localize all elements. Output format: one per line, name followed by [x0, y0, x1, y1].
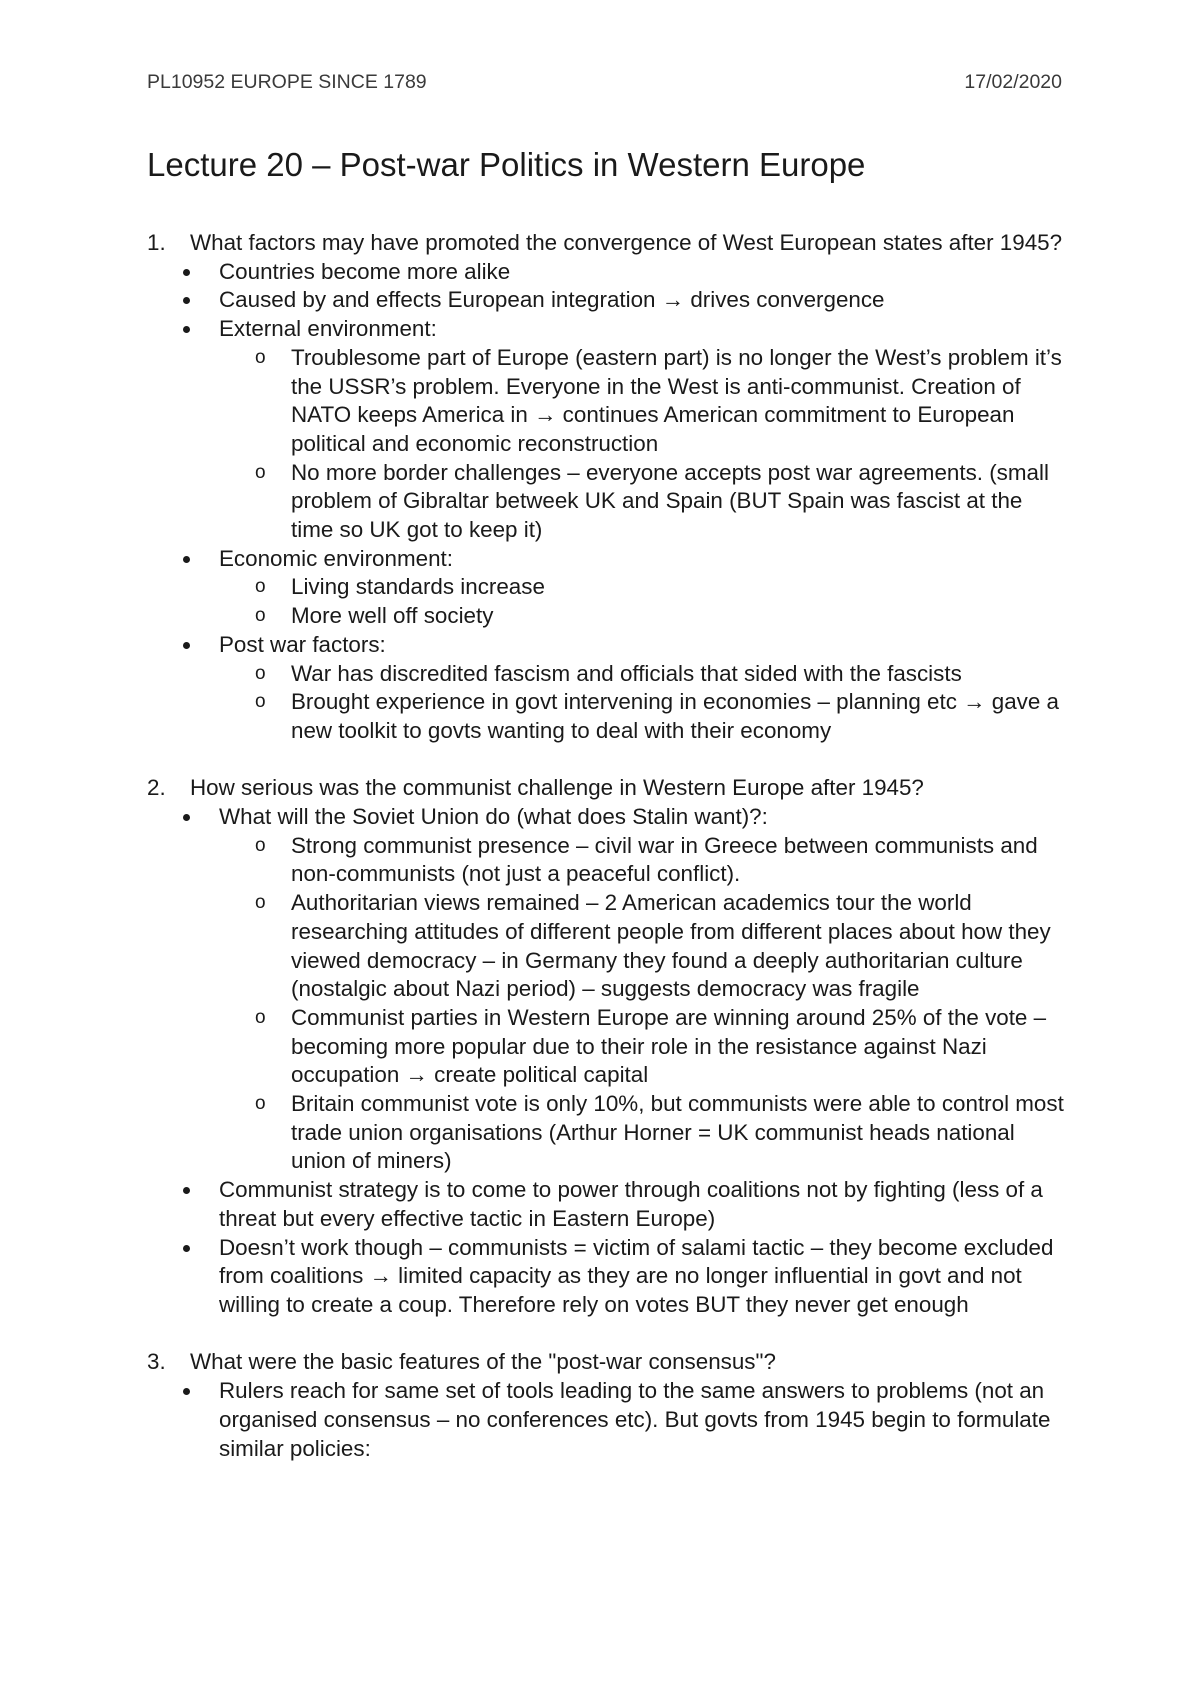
question-text: How serious was the communist challenge in Western Europe after 1945? [190, 775, 924, 801]
bullet-item [147, 631, 1067, 746]
sub-bullet-item [219, 1090, 1067, 1176]
bullet-text: External environment: [219, 316, 437, 342]
circle-bullet-icon: o [255, 691, 266, 713]
bullet-text: Economic environment: [219, 545, 453, 571]
sub-bullet-text: Britain communist vote is only 10%, but communists were able to control most trade union organisations (Arthur Horner = UK communist heads national union of miners) [291, 1091, 1064, 1174]
sub-bullet-list [219, 660, 1067, 746]
circle-bullet-icon: o [255, 1093, 266, 1115]
sub-bullet-text: No more border challenges – everyone accepts post war agreements. (small problem of Gibraltar betweek UK and Spain (BUT Spain was fascist at the time so UK got to keep it) [291, 459, 1049, 543]
sub-bullet-text: Strong communist presence – civil war in Greece between communists and non-communists (not just a peaceful conflict). [291, 832, 1038, 887]
question-number: 3. [147, 1349, 166, 1375]
sub-bullet-item [219, 660, 1067, 689]
circle-bullet-icon: o [255, 605, 266, 627]
sub-bullet-item [219, 832, 1067, 889]
circle-bullet-icon: o [255, 576, 266, 598]
lecture-title: Lecture 20 – Post-war Politics in Western Europe [147, 146, 866, 183]
circle-bullet-icon: o [255, 461, 266, 483]
question-section [147, 774, 1067, 1319]
bullet-text: Caused by and effects European integration → drives convergence [219, 287, 885, 313]
question-section [147, 229, 1067, 746]
bullet-dot-icon [183, 814, 190, 821]
sub-bullet-list [219, 573, 1067, 630]
circle-bullet-icon: o [255, 662, 266, 684]
bullet-list [147, 803, 1067, 1320]
bullet-item [147, 286, 1067, 315]
course-code: PL10952 EUROPE SINCE 1789 [147, 71, 427, 93]
question-number: 1. [147, 230, 166, 255]
bullet-item [147, 1377, 1067, 1463]
bullet-dot-icon [183, 297, 190, 304]
bullet-dot-icon [183, 556, 190, 563]
sub-bullet-item [219, 602, 1067, 631]
circle-bullet-icon: o [255, 834, 266, 856]
bullet-dot-icon [183, 1388, 190, 1395]
bullet-item [147, 1234, 1067, 1320]
section-gap [147, 1320, 1067, 1349]
sub-bullet-text: Living standards increase [291, 574, 545, 600]
sub-bullet-item [219, 688, 1067, 745]
sub-bullet-list [219, 344, 1067, 545]
bullet-dot-icon [183, 642, 190, 649]
sub-bullet-item [219, 889, 1067, 1004]
bullet-list [147, 258, 1067, 746]
sub-bullet-text: War has discredited fascism and officials that sided with the fascists [291, 660, 962, 686]
bullet-text: Communist strategy is to come to power through coalitions not by fighting (less of a threat but every effective tactic in Eastern Europe) [219, 1177, 1043, 1231]
sub-bullet-text: Troublesome part of Europe (eastern part) is no longer the West’s problem it’s the USSR’s problem. Everyone in the West is anti-communist. Creation of NATO keeps America in → continues American commitment to European political and economic reconstruction [291, 344, 1062, 456]
circle-bullet-icon: o [255, 892, 266, 914]
notes-body [147, 229, 1067, 1463]
bullet-text: Post war factors: [219, 631, 386, 657]
circle-bullet-icon: o [255, 1006, 266, 1028]
sub-bullet-item [219, 573, 1067, 602]
bullet-text: Doesn’t work though – communists = victim of salami tactic – they become excluded from coalitions → limited capacity as they are no longer influential in govt and not willing to create a coup. Therefore rely on votes BUT they never get enough [219, 1234, 1054, 1317]
sub-bullet-text: Brought experience in govt intervening in economies – planning etc → gave a new toolkit to govts wanting to deal with their economy [291, 689, 1059, 743]
bullet-item [147, 258, 1067, 287]
sub-bullet-item [219, 1004, 1067, 1090]
bullet-dot-icon [183, 1245, 190, 1252]
question-number: 2. [147, 775, 166, 801]
sub-bullet-list [219, 832, 1067, 1176]
sub-bullet-item [219, 344, 1067, 459]
question-text: What were the basic features of the "post-war consensus"? [190, 1349, 776, 1375]
question-text: What factors may have promoted the convergence of West European states after 1945? [190, 230, 1063, 255]
bullet-list [147, 1377, 1067, 1463]
bullet-text: Countries become more alike [219, 258, 511, 284]
bullet-item [147, 545, 1067, 631]
sub-bullet-text: Communist parties in Western Europe are winning around 25% of the vote – becoming more popular due to their role in the resistance against Nazi occupation → create political capital [291, 1004, 1047, 1088]
bullet-dot-icon [183, 326, 190, 333]
header-date: 17/02/2020 [964, 71, 1062, 93]
bullet-item [147, 315, 1067, 545]
bullet-text: What will the Soviet Union do (what does Stalin want)?: [219, 804, 768, 830]
section-gap [147, 746, 1067, 775]
sub-bullet-text: More well off society [291, 603, 494, 629]
bullet-text: Rulers reach for same set of tools leading to the same answers to problems (not an organised consensus – no conferences etc). But govts from 1945 begin to formulate similar policies: [219, 1378, 1051, 1461]
bullet-dot-icon [183, 1187, 190, 1194]
sub-bullet-text: Authoritarian views remained – 2 American academics tour the world researching attitudes of different people from different places about how they viewed democracy – in Germany they found a deeply authoritarian culture (nostalgic about Nazi period) – suggests democracy was fragile [291, 890, 1051, 1002]
bullet-dot-icon [183, 269, 190, 276]
bullet-item [147, 803, 1067, 1176]
circle-bullet-icon: o [255, 346, 266, 368]
sub-bullet-item [219, 459, 1067, 545]
question-section [147, 1348, 1067, 1463]
bullet-item [147, 1176, 1067, 1233]
